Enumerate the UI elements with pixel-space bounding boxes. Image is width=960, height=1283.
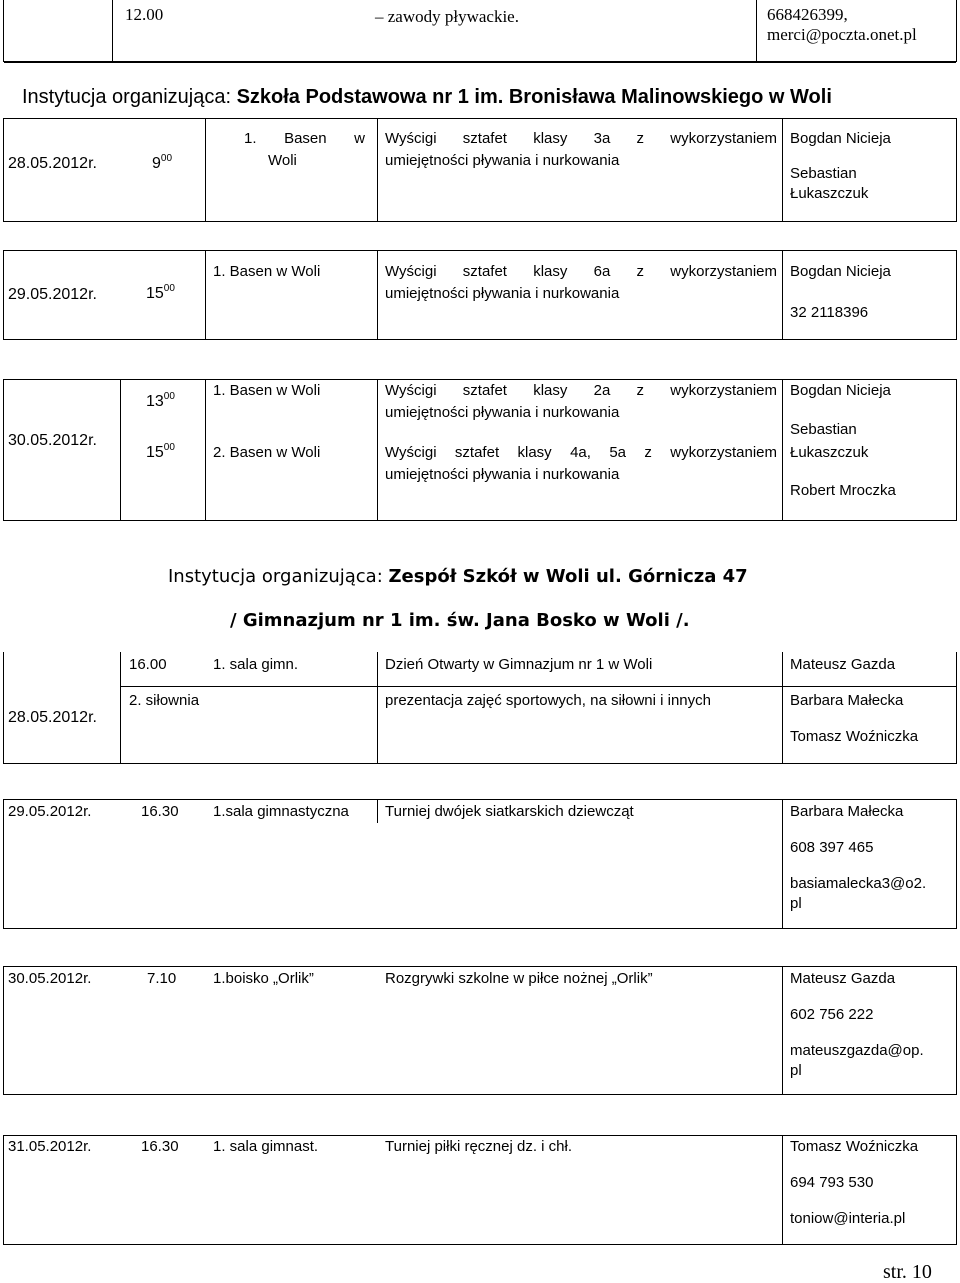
s1r3-contact-3: Łukaszczuk — [790, 444, 869, 461]
s2r1-place-1: 1. sala gimn. — [213, 656, 299, 673]
top-row-event: – zawody pływackie. — [375, 7, 519, 26]
s2r2-contact-3: basiamalecka3@o2. — [790, 875, 927, 892]
s2r2-date: 29.05.2012r. — [8, 803, 92, 820]
s2r1-event-2: prezentacja zajęć sportowych, na siłowni i innych — [385, 692, 711, 709]
page-number: str. 10 — [883, 1261, 932, 1283]
s1r2-event-line1: Wyścigi sztafet klasy 6a z wykorzystaniem — [385, 263, 777, 280]
s1r1-event-line2: umiejętności pływania i nurkowania — [385, 152, 620, 169]
s1r1-contact-2: Sebastian — [790, 165, 857, 182]
section2-label: Instytucja organizująca: — [168, 566, 389, 587]
s1r3-contact-2: Sebastian — [790, 421, 857, 438]
s2r3-contact-3: mateuszgazda@op. — [790, 1042, 924, 1059]
s1r3-place-2: 2. Basen w Woli — [213, 444, 321, 461]
s2r4-place: 1. sala gimnast. — [213, 1138, 319, 1155]
s2r1-contact-2b: Tomasz Woźniczka — [790, 728, 919, 745]
s2r4-event: Turniej piłki ręcznej dz. i chł. — [385, 1138, 573, 1155]
section2-institution-line1: Zespół Szkół w Woli ul. Górnicza 47 — [388, 566, 748, 587]
s2r2-contact-4: pl — [790, 895, 802, 912]
s2r1-date: 28.05.2012r. — [8, 709, 97, 726]
s2r3-contact-2: 602 756 222 — [790, 1006, 874, 1023]
s1r3-contact-4: Robert Mroczka — [790, 482, 896, 499]
s2r2-contact-1: Barbara Małecka — [790, 803, 904, 820]
s1r2-contact-1: Bogdan Nicieja — [790, 263, 891, 280]
s1r3-time-2: $15^{00}$ — [146, 442, 175, 461]
s1r1-time: $9^{00}$ — [152, 153, 173, 172]
s1r3-event1-line1: Wyścigi sztafet klasy 2a z wykorzystaniem — [385, 382, 777, 399]
s2r4-time: 16.30 — [141, 1138, 179, 1155]
top-row-contact-phone: 668426399, — [767, 5, 848, 24]
section2-heading-line2 — [230, 609, 690, 633]
s1r3-event2-line1: Wyścigi sztafet klasy 4a, 5a z wykorzystaniem — [385, 444, 777, 461]
s2r3-date: 30.05.2012r. — [8, 970, 92, 987]
s2r3-contact-1: Mateusz Gazda — [790, 970, 896, 987]
s2r3-event: Rozgrywki szkolne w piłce nożnej „Orlik” — [385, 970, 653, 987]
s2r2-contact-2: 608 397 465 — [790, 839, 874, 856]
s1r1-place-line2: Woli — [268, 152, 297, 169]
s1r3-event2-line2: umiejętności pływania i nurkowania — [385, 466, 620, 483]
s1r2-date: 29.05.2012r. — [8, 286, 97, 303]
s1r1-date: 28.05.2012r. — [8, 155, 97, 172]
s2r1-event-1: Dzień Otwarty w Gimnazjum nr 1 w Woli — [385, 656, 653, 673]
s1r3-event1-line2: umiejętności pływania i nurkowania — [385, 404, 620, 421]
section1-institution: Szkoła Podstawowa nr 1 im. Bronisława Malinowskiego w Woli — [236, 86, 832, 108]
s2r1-place-2: 2. siłownia — [129, 692, 200, 709]
section2-institution-line2: / Gimnazjum nr 1 im. św. Jana Bosko w Woli /. — [230, 610, 690, 631]
s1r1-contact-3: Łukaszczuk — [790, 185, 869, 202]
top-row-time: 12.00 — [125, 5, 164, 24]
s2r2-place: 1.sala gimnastyczna — [213, 803, 349, 820]
s1r2-contact-2: 32 2118396 — [790, 304, 869, 321]
s2r1-contact-1: Mateusz Gazda — [790, 656, 896, 673]
s1r1-place-line1: 1. Basen w — [244, 130, 365, 147]
s1r3-place-1: 1. Basen w Woli — [213, 382, 321, 399]
s1r1-contact-1: Bogdan Nicieja — [790, 130, 891, 147]
s2r2-time: 16.30 — [141, 803, 179, 820]
s2r1-time: 16.00 — [129, 656, 167, 673]
s1r1-event-line1: Wyścigi sztafet klasy 3a z wykorzystaniem — [385, 130, 777, 147]
section1-label: Instytucja organizująca: — [22, 86, 237, 108]
s2r3-place: 1.boisko „Orlik” — [213, 970, 314, 987]
section2-heading-line1 — [168, 565, 748, 589]
s1r3-contact-1: Bogdan Nicieja — [790, 382, 891, 399]
s2r1-contact-2a: Barbara Małecka — [790, 692, 904, 709]
s2r3-contact-4: pl — [790, 1062, 802, 1079]
s1r2-event-line2: umiejętności pływania i nurkowania — [385, 285, 620, 302]
s1r3-date: 30.05.2012r. — [8, 432, 97, 449]
s2r4-contact-3: toniow@interia.pl — [790, 1210, 906, 1227]
section1-heading — [22, 84, 832, 110]
s2r4-contact-1: Tomasz Woźniczka — [790, 1138, 919, 1155]
s2r4-contact-2: 694 793 530 — [790, 1174, 874, 1191]
s2r2-event: Turniej dwójek siatkarskich dziewcząt — [385, 803, 634, 820]
s1r3-time-1: $13^{00}$ — [146, 391, 175, 410]
s1r2-place: 1. Basen w Woli — [213, 263, 321, 280]
s1r2-time: $15^{00}$ — [146, 283, 175, 302]
top-row-contact-email: merci@poczta.onet.pl — [767, 25, 917, 44]
s2r3-time: 7.10 — [147, 970, 177, 987]
s2r4-date: 31.05.2012r. — [8, 1138, 92, 1155]
